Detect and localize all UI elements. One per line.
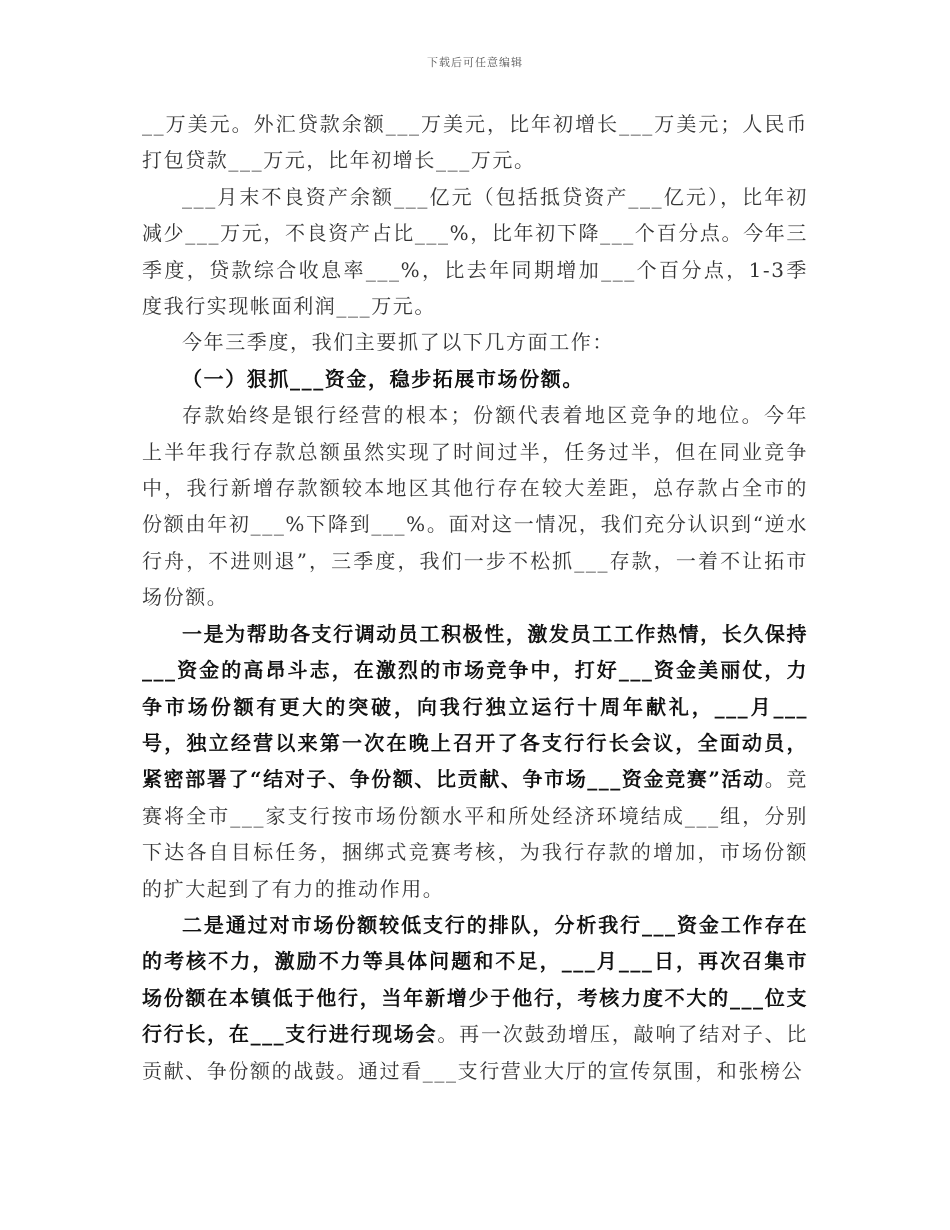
- paragraph-non-performing-assets: ___月末不良资产余额___亿元（包括抵贷资产___亿元），比年初减少___万元，不良资产占比___%，比年初下降___个百分点。今年三季度，贷款综合收息率___%，比去年同期增加___个百分点，1-3季度我行实现帐面利润___万元。: [142, 184, 808, 319]
- paragraph-loan-balance: __万美元。外汇贷款余额___万美元，比年初增长___万美元；人民币打包贷款___万元，比年初增长___万元。: [142, 112, 808, 173]
- paragraph-deposit-share: 存款始终是银行经营的根本；份额代表着地区竞争的地位。今年上半年我行存款总额虽然实现了时间过半，任务过半，但在同业竞争中，我行新增存款额较本地区其他行存在较大差距，总存款占全市的份额由年初___%下降到___%。面对这一情况，我们充分认识到“逆水行舟，不进则退”，三季度，我们一步不松抓___存款，一着不让拓市场份额。: [142, 403, 808, 610]
- section-heading-1: （一）狠抓___资金，稳步拓展市场份额。: [182, 366, 584, 391]
- point-one-bold-text: 一是为帮助各支行调动员工积极性，激发员工工作热情，长久保持___资金的高昂斗志，在激烈的市场竞争中，打好___资金美丽仗，力争市场份额有更大的突破，向我行独立运行十周年献礼，___月___号，独立经营以来第一次在晚上召开了各支行行长会议，全面动员，紧密部署了“结对子、争份额、比贡献、争市场___资金竞赛”活动: [142, 621, 808, 792]
- point-one-normal-text: 。竞赛将全市___家支行按市场份额水平和所处经济环境结成___组，分别下达各自目标任务，捆绑式竞赛考核，为我行存款的增加，市场份额的扩大起到了有力的推动作用。: [142, 767, 808, 901]
- document-body: [142, 106, 808, 1089]
- paragraph-point-two: [142, 907, 808, 1089]
- page-header: 下载后可任意编辑: [427, 56, 523, 69]
- point-two-bold-text: 二是通过对市场份额较低支行的排队，分析我行___资金工作存在的考核不力，激励不力等具体问题和不足，___月___日，再次召集市场份额在本镇低于他行，当年新增少于他行，考核力度不大的___位支行行长，在___支行进行现场会: [142, 912, 808, 1047]
- paragraph-work-intro: 今年三季度，我们主要抓了以下几方面工作：: [182, 330, 614, 355]
- point-two-normal-text: 。再一次鼓劲增压，敲响了结对子、比贡献、争份额的战鼓。通过看___支行营业大厅的宣传氛围，和张榜公: [142, 1022, 809, 1083]
- paragraph-point-one: [142, 616, 808, 907]
